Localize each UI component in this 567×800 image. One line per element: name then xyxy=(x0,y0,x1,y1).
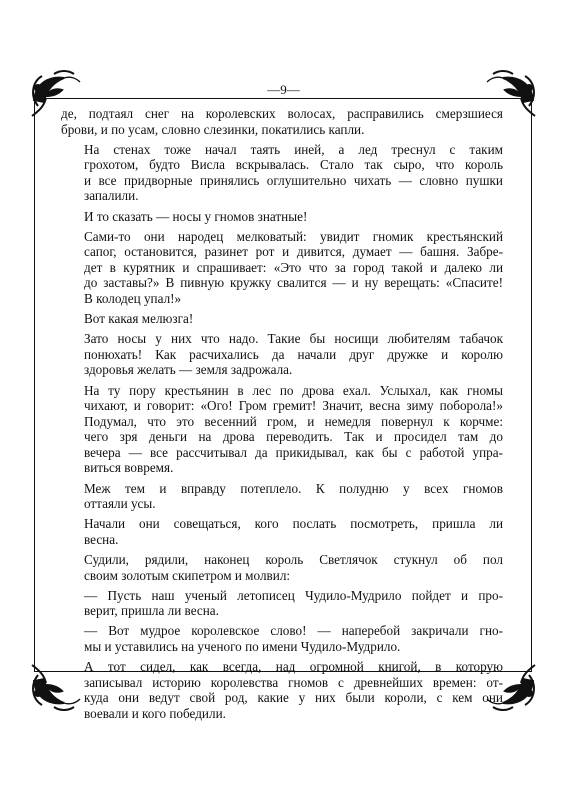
text-line: чего зря деньги на дрова переводить. Так и просидел там до xyxy=(84,429,503,445)
text-line: мы и уставились на ученого по имени Чудило-Мудрило. xyxy=(84,638,401,654)
text-line: вечера — все рассчитывал да прикидывал, как бы с работой упра- xyxy=(84,444,503,460)
text-line: воевали и кого победили. xyxy=(84,705,226,721)
paragraph xyxy=(61,106,503,137)
text-line: Подумал, что это весенний гром, и немедля повернул к корчме: xyxy=(84,413,503,429)
text-line: — Вот мудрое королевское слово! — наперебой закричали гно- xyxy=(84,623,503,639)
text-line: Зато носы у них что надо. Такие бы носищи любителям табачок xyxy=(84,331,503,347)
text-line: Сами-то они народец мелковатый: увидит гномик крестьянский xyxy=(84,228,503,244)
text-line: Начали они совещаться, кого послать посмотреть, пришла ли xyxy=(84,516,503,532)
text-line: сапог, остановится, разинет рот и дивится, думает — башня. Забре- xyxy=(84,244,503,260)
text-line: и все придворные принялись оглушительно чихать — словно пушки xyxy=(84,172,503,188)
text-line: На ту пору крестьянин в лес по дрова ехал. Услыхал, как гномы xyxy=(84,382,503,398)
text-line: оттаяли усы. xyxy=(84,496,156,512)
text-line: — Пусть наш ученый летописец Чудило-Мудрило пойдет и про- xyxy=(84,587,503,603)
text-line: брови, и по усам, словно слезинки, покатились капли. xyxy=(61,121,365,137)
paragraph xyxy=(61,623,503,654)
paragraph xyxy=(61,331,503,378)
paragraph xyxy=(61,209,503,225)
text-line: здоровья желать — земля задрожала. xyxy=(84,362,293,378)
text-line: Вот какая мелюзга! xyxy=(84,311,194,327)
paragraph xyxy=(61,588,503,619)
text-line: верит, пришла ли весна. xyxy=(84,603,219,619)
paragraph xyxy=(61,383,503,477)
body-text xyxy=(61,106,503,726)
text-line: до заставы?» В пивную кружку свалится — и ну верещать: «Спасите! xyxy=(84,275,503,291)
paragraph xyxy=(61,311,503,327)
paragraph xyxy=(61,142,503,204)
text-line: куда они ведут свой род, какие у них были короли, с кем они xyxy=(84,690,503,706)
paragraph xyxy=(61,229,503,307)
text-line: Меж тем и вправду потеплело. К полудню у всех гномов xyxy=(84,480,503,496)
text-line: И то сказать — носы у гномов знатные! xyxy=(84,208,308,224)
paragraph xyxy=(61,481,503,512)
text-line: Судили, рядили, наконец король Светлячок стукнул об пол xyxy=(84,551,503,567)
paragraph xyxy=(61,516,503,547)
text-line: записывал историю королевства гномов с древнейших времен: от- xyxy=(84,674,503,690)
text-line: А тот сидел, как всегда, над огромной книгой, в которую xyxy=(84,659,503,674)
text-line: дет в курятник и спрашивает: «Это что за город такой и далеко ли xyxy=(84,259,503,275)
text-line: В колодец упал!» xyxy=(84,291,182,307)
paragraph xyxy=(61,659,503,721)
page-number: —9— xyxy=(267,82,300,97)
text-line: своим золотым скипетром и молвил: xyxy=(84,567,291,583)
text-line: грохотом, будто Висла вскрывалась. Стало так сыро, что король xyxy=(84,157,503,173)
paragraph xyxy=(61,552,503,583)
text-line: На стенах тоже начал таять иней, а лед треснул с таким xyxy=(84,141,503,157)
text-line: виться вовремя. xyxy=(84,460,174,476)
text-line: весна. xyxy=(84,531,119,547)
text-line: запалили. xyxy=(84,188,139,204)
text-line: понюхать! Как расчихались да начали друг дружке и королю xyxy=(84,346,503,362)
text-line: де, подтаял снег на королевских волосах, расправились смерзшиеся xyxy=(61,106,503,121)
text-line: чихают, и говорит: «Ого! Гром гремит! Значит, весна зиму поборола!» xyxy=(84,398,503,414)
